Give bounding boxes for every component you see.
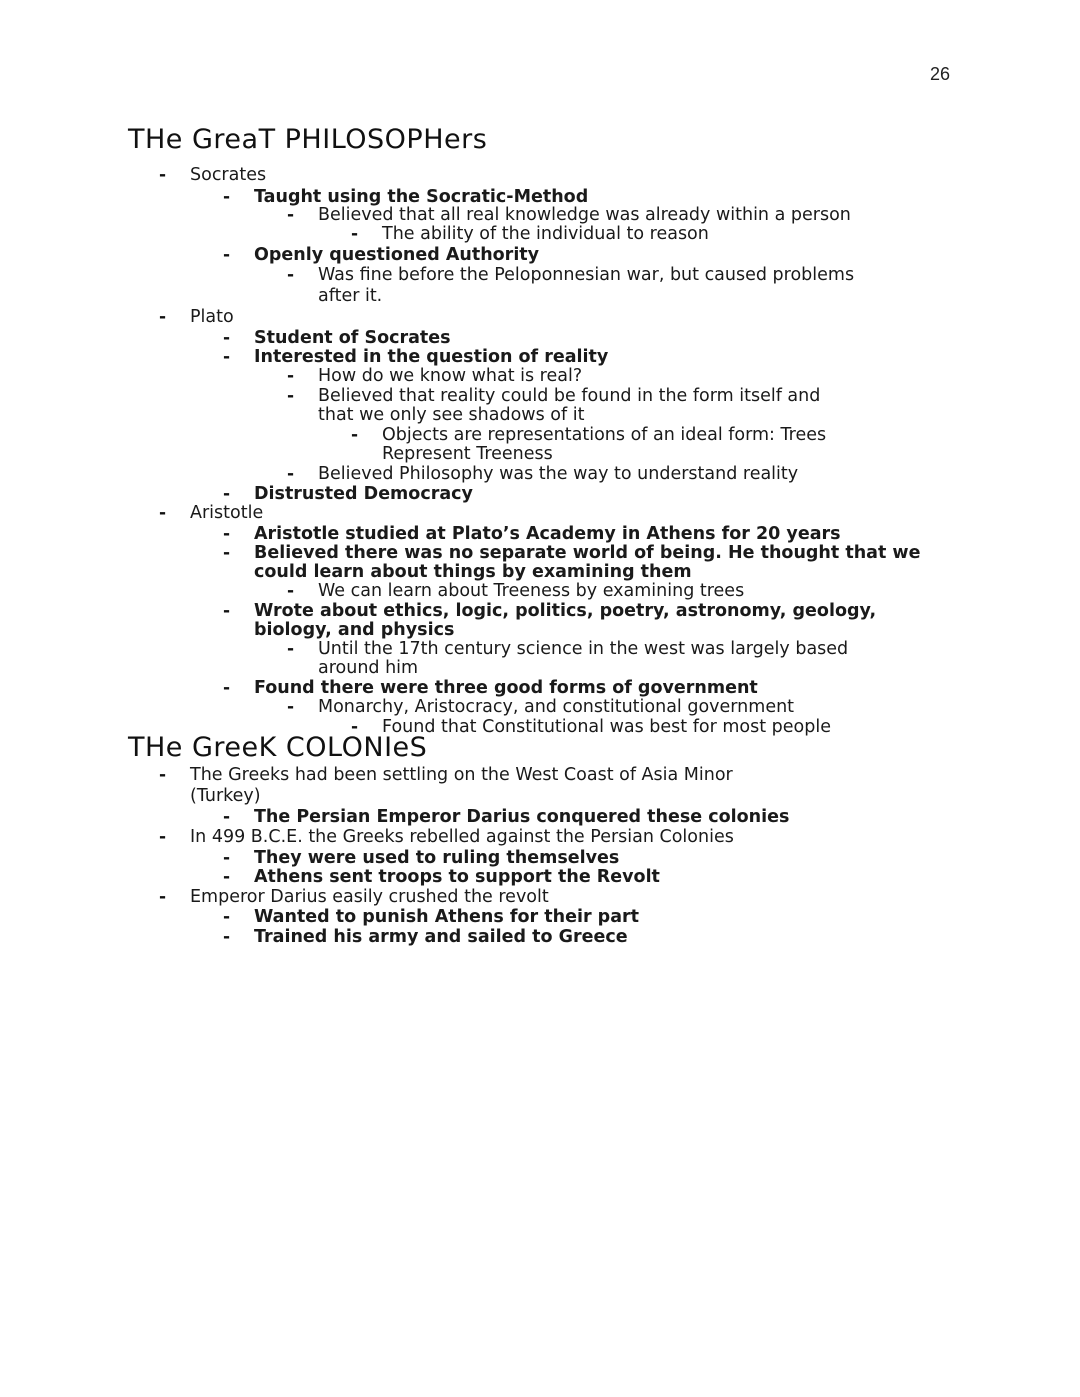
bullet-dash: -	[159, 765, 167, 785]
bullet-dash: -	[159, 503, 167, 523]
bullet-dash: -	[223, 867, 231, 887]
list-item: We can learn about Treeness by examining trees	[318, 581, 745, 601]
bullet-dash: -	[223, 187, 231, 207]
list-item: The Greeks had been settling on the West Coast of Asia Minor	[190, 765, 733, 785]
list-item: Interested in the question of reality	[254, 347, 609, 367]
section-title-philosophers: THe GreaT PHILOSOPHers	[128, 124, 488, 155]
list-item: Until the 17th century science in the west was largely based	[318, 639, 849, 659]
bullet-dash: -	[287, 265, 295, 285]
section-title-colonies: THe GreeK COLONIeS	[128, 732, 428, 763]
bullet-dash: -	[159, 165, 167, 185]
bullet-dash: -	[223, 524, 231, 544]
list-item: Taught using the Socratic-Method	[254, 187, 589, 207]
list-item: Believed that reality could be found in the form itself and	[318, 386, 821, 406]
bullet-dash: -	[223, 245, 231, 265]
bullet-dash: -	[287, 581, 295, 601]
list-item: Believed Philosophy was the way to understand reality	[318, 464, 799, 484]
bullet-dash: -	[351, 224, 359, 244]
list-item-plato: Plato	[190, 307, 234, 327]
list-item: Athens sent troops to support the Revolt	[254, 867, 660, 887]
bullet-dash: -	[287, 639, 295, 659]
list-item: Found there were three good forms of government	[254, 678, 758, 698]
list-item-continuation: (Turkey)	[190, 786, 261, 806]
list-item: Wanted to punish Athens for their part	[254, 907, 639, 927]
bullet-dash: -	[223, 543, 231, 563]
list-item: Was fine before the Peloponnesian war, but caused problems	[318, 265, 855, 285]
list-item: Openly questioned Authority	[254, 245, 540, 265]
bullet-dash: -	[223, 927, 231, 947]
list-item-continuation: Represent Treeness	[382, 444, 553, 464]
list-item-continuation: after it.	[318, 286, 383, 306]
list-item: How do we know what is real?	[318, 366, 583, 386]
bullet-dash: -	[287, 464, 295, 484]
list-item-continuation: around him	[318, 658, 419, 678]
bullet-dash: -	[223, 807, 231, 827]
bullet-dash: -	[159, 887, 167, 907]
bullet-dash: -	[351, 425, 359, 445]
bullet-dash: -	[287, 366, 295, 386]
bullet-dash: -	[223, 678, 231, 698]
list-item: They were used to ruling themselves	[254, 848, 620, 868]
bullet-dash: -	[287, 386, 295, 406]
list-item-continuation: biology, and physics	[254, 620, 455, 640]
list-item: In 499 B.C.E. the Greeks rebelled against the Persian Colonies	[190, 827, 734, 847]
list-item: The ability of the individual to reason	[382, 224, 709, 244]
list-item: Found that Constitutional was best for most people	[382, 717, 831, 737]
bullet-dash: -	[223, 601, 231, 621]
page-number: 26	[930, 64, 951, 84]
list-item: Monarchy, Aristocracy, and constitutional government	[318, 697, 795, 717]
list-item: The Persian Emperor Darius conquered these colonies	[254, 807, 790, 827]
bullet-dash: -	[159, 827, 167, 847]
list-item-socrates: Socrates	[190, 165, 267, 185]
bullet-dash: -	[223, 328, 231, 348]
list-item-continuation: that we only see shadows of it	[318, 405, 585, 425]
bullet-dash: -	[287, 697, 295, 717]
bullet-dash: -	[351, 717, 359, 737]
list-item: Objects are representations of an ideal form: Trees	[382, 425, 827, 445]
list-item: Wrote about ethics, logic, politics, poetry, astronomy, geology,	[254, 601, 877, 621]
bullet-dash: -	[223, 347, 231, 367]
bullet-dash: -	[159, 307, 167, 327]
bullet-dash: -	[223, 848, 231, 868]
list-item: Believed there was no separate world of being. He thought that we	[254, 543, 921, 563]
list-item-continuation: could learn about things by examining them	[254, 562, 692, 582]
list-item: Trained his army and sailed to Greece	[254, 927, 628, 947]
list-item: Emperor Darius easily crushed the revolt	[190, 887, 549, 907]
list-item-aristotle: Aristotle	[190, 503, 264, 523]
bullet-dash: -	[223, 907, 231, 927]
list-item: Student of Socrates	[254, 328, 451, 348]
list-item: Aristotle studied at Plato’s Academy in Athens for 20 years	[254, 524, 841, 544]
bullet-dash: -	[223, 484, 231, 504]
list-item: Distrusted Democracy	[254, 484, 473, 504]
bullet-dash: -	[287, 205, 295, 225]
list-item: Believed that all real knowledge was already within a person	[318, 205, 851, 225]
